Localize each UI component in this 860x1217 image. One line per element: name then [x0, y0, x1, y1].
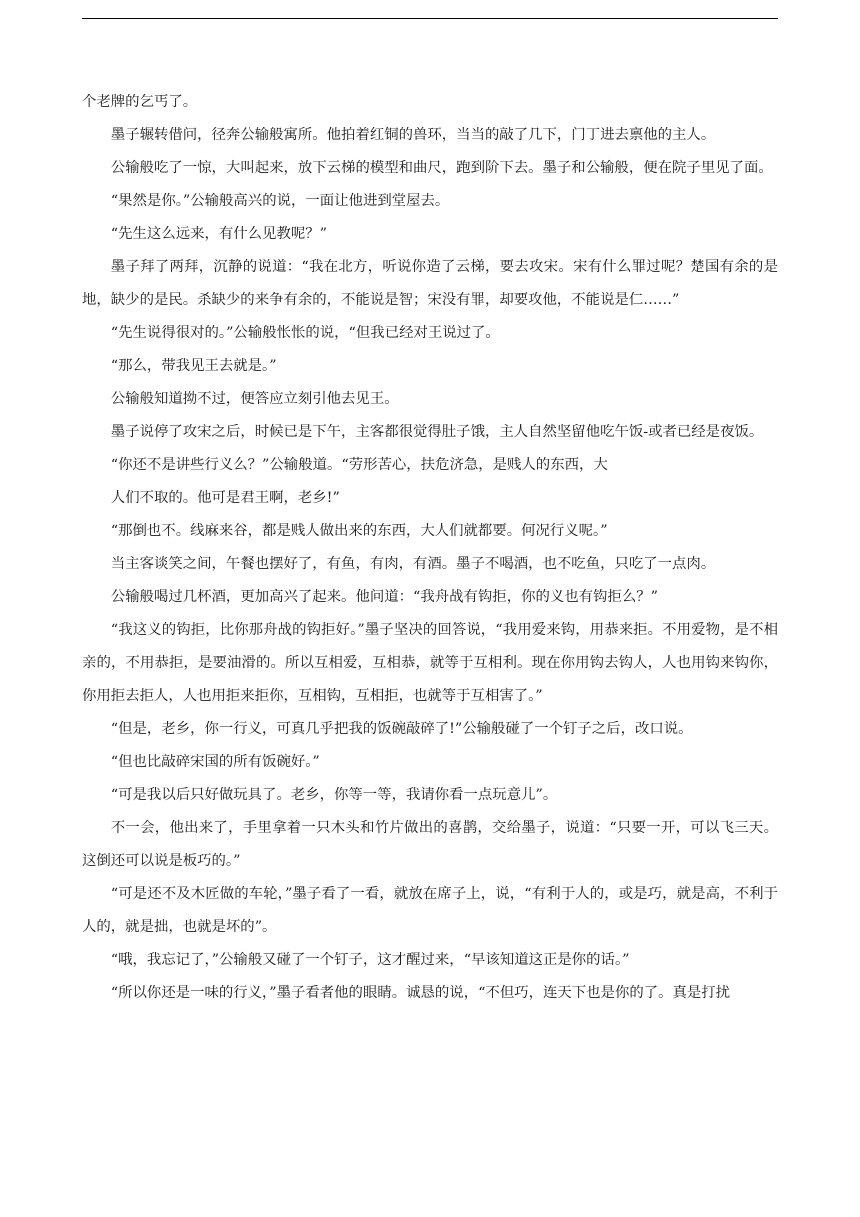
paragraph: “可是还不及木匠做的车轮，”墨子看了一看，就放在席子上，说，“有利于人的，或是巧，就是高，不利于人的，就是拙，也就是坏的”。: [82, 886, 778, 935]
paragraph: 墨子拜了两拜，沉静的说道：“我在北方，听说你造了云梯，要去攻宋。宋有什么罪过呢？楚国有余的是地，缺少的是民。杀缺少的来争有余的，不能说是智；宋没有罪，却要攻他，不能说是仁……”: [82, 259, 778, 308]
paragraph: “我这义的钩拒，比你那舟战的钩拒好。”墨子坚决的回答说，“我用爱来钩，用恭来拒。不用爱物，是不相亲的，不用恭拒，是要油滑的。所以互相爱，互相恭，就等于互相利。现在你用钩去钩人，人也用钩来钩你，你用拒去拒人，人也用拒来拒你，互相钩，互相拒，也就等于互相害了。”: [82, 622, 778, 704]
paragraph: “哦，我忘记了，”公输般又碰了一个钉子，这才醒过来，“早该知道这正是你的话。”: [110, 952, 630, 968]
paragraph: “那倒也不。线麻来谷，都是贱人做出来的东西，大人们就都要。何况行义呢。”: [110, 523, 608, 539]
paragraph: “但是，老乡，你一行义，可真几乎把我的饭碗敲碎了!”公输般碰了一个钉子之后，改口说。: [110, 721, 693, 737]
paragraph: 公输般喝过几杯酒，更加高兴了起来。他问道：“我舟战有钩拒，你的义也有钩拒么？”: [110, 589, 658, 605]
paragraph: “先生这么远来，有什么见教呢？”: [110, 226, 327, 242]
paragraph: “那么，带我见王去就是。”: [110, 358, 277, 374]
paragraph: “先生说得很对的。”公输般怅怅的说，“但我已经对王说过了。: [110, 325, 500, 341]
paragraph: “可是我以后只好做玩具了。老乡，你等一等，我请你看一点玩意儿”。: [110, 787, 558, 803]
paragraph: 不一会，他出来了，手里拿着一只木头和竹片做出的喜鹊，交给墨子，说道：“只要一开，可以飞三天。这倒还可以说是板巧的。”: [82, 820, 778, 869]
paragraph: 公输般知道拗不过，便答应立刻引他去见王。: [110, 391, 399, 407]
document-body: [82, 86, 778, 1010]
header-rule: [82, 18, 778, 19]
paragraph: 墨子说停了攻宋之后，时候已是下午，主客都很觉得肚子饿，主人自然坚留他吃午饭-或者已经是夜饭。: [110, 424, 764, 440]
paragraph: “但也比敲碎宋国的所有饭碗好。”: [110, 754, 320, 770]
paragraph: 当主客谈笑之间，午餐也摆好了，有鱼，有肉，有酒。墨子不喝酒，也不吃鱼，只吃了一点肉。: [110, 556, 716, 572]
paragraph: 墨子辗转借问，径奔公输般寓所。他拍着红铜的兽环，当当的敲了几下，门丁进去禀他的主人。: [110, 127, 716, 143]
paragraph: 人们不取的。他可是君王啊，老乡!”: [110, 490, 340, 506]
paragraph: “所以你还是一味的行义，”墨子看者他的眼睛。诚恳的说，“不但巧，连天下也是你的了。真是打扰: [110, 985, 731, 1001]
paragraph: 公输般吃了一惊，大叫起来，放下云梯的模型和曲尺，跑到阶下去。墨子和公输般，便在院子里见了面。: [110, 160, 773, 176]
paragraph: “果然是你。”公输般高兴的说，一面让他进到堂屋去。: [110, 193, 450, 209]
paragraph: 个老牌的乞丐了。: [82, 94, 198, 110]
paragraph: “你还不是讲些行义么？”公输般道。“劳形苦心，扶危济急，是贱人的东西，大: [110, 457, 608, 473]
